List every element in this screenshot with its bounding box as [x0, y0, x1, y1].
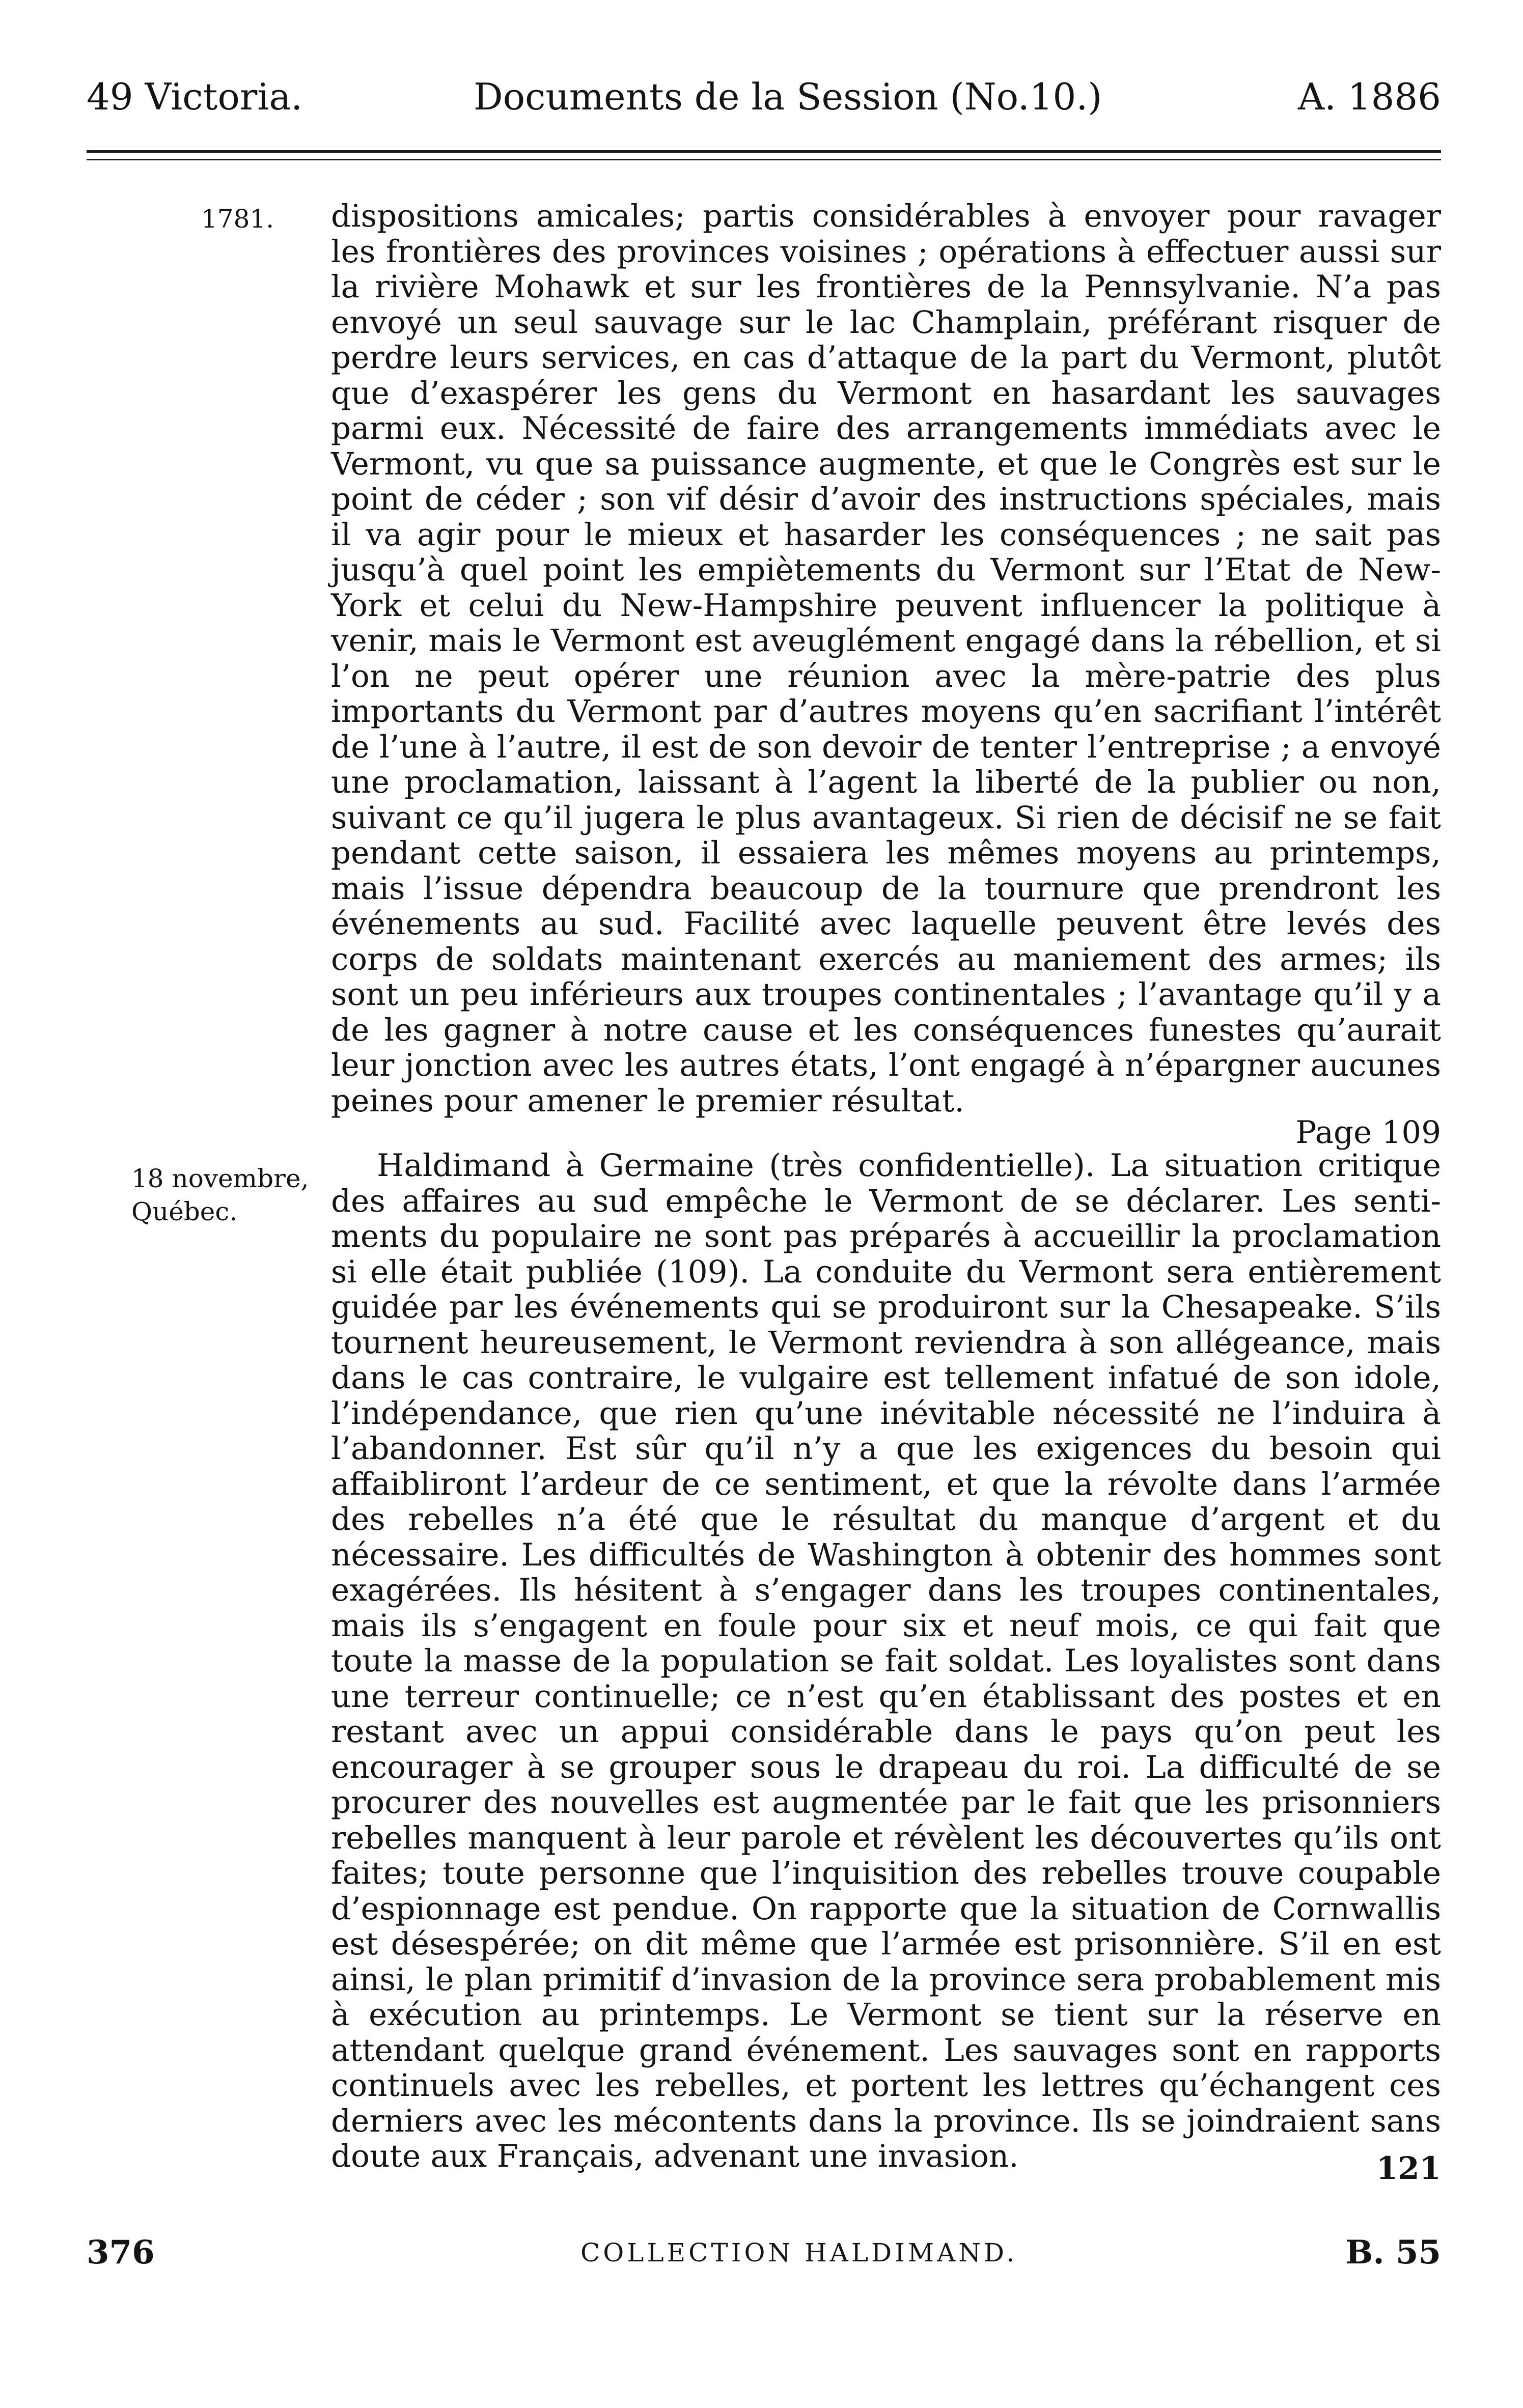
entry-text: Haldimand à Germaine (très confidentielle). La situation critique des affaires au sud empêche le Vermont de se déclarer. Les sentiments du populaire ne sont pas préparés à accueillir la proclamation si elle était publiée (109). La conduite du Vermont sera entièrement guidée par les événements qui se produiront sur la Chesapeake. S’ils tournent heureusement, le Vermont reviendra à son allégeance, mais dans le cas contraire, le vulgaire est tellement infatué de son idole, l’indépendance, que rien qu’une inévitable nécessité ne l’induira à l’abandonner. Est sûr qu’il n’y a que les exigences du besoin qui affaibliront l’ardeur de ce sentiment, et que la révolte dans l’armée des rebelles n’a été que le résultat du manque d’argent et du nécessaire. Les difficultés de Washington à obtenir des hommes sont exagérées. Ils hésitent à s’engager dans les troupes continentales, mais ils s’engagent en foule pour six et neuf mois, ce qui fait que toute la masse de la population se fait soldat. Les loyalistes sont dans une terreur continuelle; ce n’est qu’en établissant des postes et en restant avec un appui considérable dans le pays qu’on peut les encourager à se grouper sous le drapeau du roi. La difficulté de se procurer des nouvelles est augmentée par le fait que les prisonniers rebelles manquent à leur parole et révèlent les découvertes qu’ils ont faites; toute personne que l’inquisition des rebelles trouve coupable d’espionnage est pendue. On rapporte que la situation de Cornwallis est désespérée; on dit même que l’armée est prisonnière. S’il en est ainsi, le plan primitif d’invasion de la province sera probablement mis à exécution au printemps. Le Vermont se tient sur la réserve en attendant quelque grand événement. Les sauvages sont en rapports continuels avec les rebelles, et portent les lettres qu’échangent ces derniers avec les mécontents dans la province. Ils se joindraient sans doute aux Français, advenant une invasion. — [331, 1147, 1441, 2174]
header-rule-thick — [87, 150, 1441, 153]
header-rule-thin — [87, 159, 1441, 160]
collection-name: COLLECTION HALDIMAND. — [580, 2238, 1018, 2267]
page-reference: 121 — [1376, 2150, 1441, 2187]
page-number: 376 — [87, 2233, 155, 2272]
page-footer — [87, 2232, 1441, 2278]
volume-reference: B. 55 — [1345, 2233, 1441, 2272]
margin-date-1781: 1781. — [201, 204, 274, 234]
entry-text: dispositions amicales; partis considérables à envoyer pour ravager les frontières des provinces voisines ; opérations à effectuer aussi sur la rivière Mohawk et sur les frontières de la Pennsylvanie. N’a pas envoyé un seul sauvage sur le lac Champlain, préférant risquer de perdre leurs services, en cas d’attaque de la part du Vermont, plutôt que d’exaspérer les gens du Vermont en hasardant les sauvages parmi eux. Nécessité de faire des arrangements immédiats avec le Vermont, vu que sa puissance augmente, et que le Congrès est sur le point de céder ; son vif désir d’avoir des instructions spéciales, mais il va agir pour le mieux et hasarder les conséquences ; ne sait pas jusqu’à quel point les empiètements du Vermont sur l’Etat de New-York et celui du New-Hampshire peuvent influencer la politique à venir, mais le Vermont est aveuglément engagé dans la rébellion, et si l’on ne peut opérer une réunion avec la mère-patrie des plus importants du Vermont par d’autres moyens qu’en sacrifiant l’intérêt de l’une à l’autre, il est de son devoir de tenter l’entreprise ; a envoyé une proclamation, laissant à l’agent la liberté de la publier ou non, suivant ce qu’il jugera le plus avantageux. Si rien de décisif ne se fait pendant cette saison, il essaiera les mêmes moyens au printemps, mais l’issue dépendra beaucoup de la tournure que prendront les événements au sud. Facilité avec laquelle peuvent être levés des corps de soldats maintenant exercés au maniement des armes; ils sont un peu inférieurs aux troupes continentales ; l’avantage qu’il y a de les gagner à notre cause et les conséquences funestes qu’aurait leur jonction avec les autres états, l’ont engagé à n’épargner aucunes peines pour amener le premier résultat. — [331, 198, 1441, 1119]
margin-place: Québec. — [131, 1197, 238, 1226]
header-title: Documents de la Session (No.10.) — [474, 75, 1102, 118]
header-year: A. 1886 — [1297, 75, 1441, 118]
margin-date: 18 novembre, — [131, 1164, 309, 1193]
page-reference: Page 109 — [1295, 1114, 1441, 1151]
header-volume: 49 Victoria. — [87, 75, 303, 118]
page-header — [87, 71, 1441, 127]
